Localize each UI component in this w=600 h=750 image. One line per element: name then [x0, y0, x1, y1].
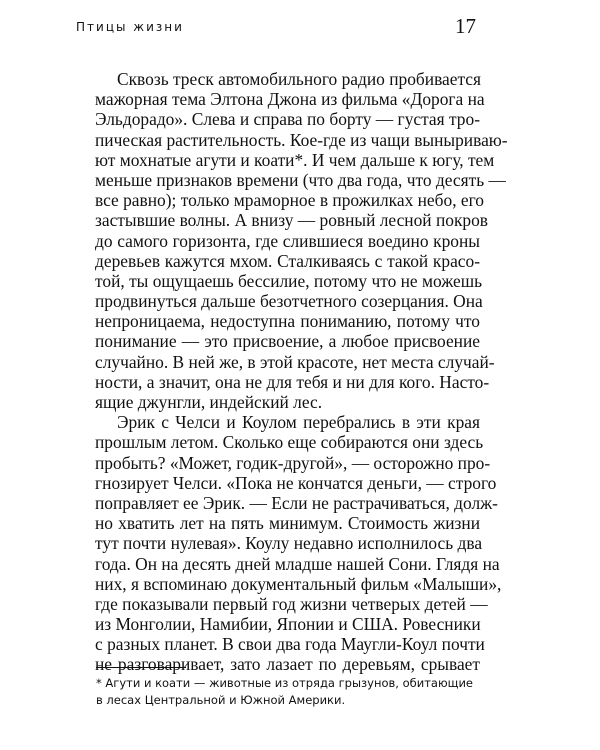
- text-line: пическая растительность. Кое-где из чащи выныриваю-: [95, 129, 508, 150]
- text-line: деревьев кажутся мхом. Сталкиваясь с такой красо-: [95, 250, 480, 271]
- text-line: до самого горизонта, где слившиеся воедино кроны: [95, 230, 480, 251]
- text-line: Эрик с Челси и Коулом перебрались в эти края: [117, 412, 480, 433]
- text-line: где показывали первый год жизни четверых детей —: [95, 593, 488, 614]
- text-line: понимание — это присвоение, а любое присвоение: [95, 331, 480, 352]
- text-line: гнозирует Челси. «Пока не кончатся деньги, — строго: [95, 472, 497, 493]
- text-line: поправляет ее Эрик. — Если не растрачиваться, долж-: [95, 492, 498, 513]
- main-text: [95, 69, 508, 675]
- footnote-divider: [96, 667, 186, 668]
- text-line: мажорная тема Элтона Джона из фильма «Дорога на: [95, 89, 485, 110]
- text-line: все равно); только мраморное в прожилках небо, его: [95, 190, 485, 211]
- text-line: не разговаривает, зато лазает по деревьям, срывает: [95, 654, 480, 675]
- text-line: продвинуться дальше безотчетного созерцания. Она: [95, 291, 483, 312]
- text-line: меньше признаков времени (что два года, что десять —: [95, 169, 506, 190]
- text-line: с разных планет. В свои два года Маугли-Коул почти: [95, 634, 485, 655]
- text-line: пробыть? «Может, годик-другой», — осторожно про-: [95, 452, 491, 473]
- text-line: тут почти нулевая». Коулу недавно исполнилось два: [95, 533, 483, 554]
- text-line: случайно. В ней же, в этой красоте, нет места случай-: [95, 351, 495, 372]
- text-line: ности, а значит, она не для тебя и ни для кого. Насто-: [95, 371, 490, 392]
- footnote-line: * Агути и коати — животные из отряда грызунов, обитающие: [96, 676, 474, 690]
- text-line: застывшие волны. А внизу — ровный лесной покров: [95, 210, 489, 231]
- text-line: той, ты ощущаешь бессилие, потому что не можешь: [95, 270, 483, 291]
- running-title: Птицы жизни: [76, 20, 184, 34]
- text-line: Эльдорадо». Слева и справа по борту — густая тро-: [95, 109, 480, 130]
- text-line: ют мохнатые агути и коати*. И чем дальше к югу, тем: [95, 149, 495, 170]
- text-line: непроницаема, недоступна пониманию, потому что: [95, 311, 480, 332]
- text-line: прошлым летом. Сколько еще собираются они здесь: [95, 432, 484, 453]
- text-line: года. Он на десять дней младше нашей Сони. Глядя на: [95, 553, 500, 574]
- footnote: [96, 675, 486, 709]
- text-line: но хватить лет на пять минимум. Стоимость жизни: [95, 513, 480, 534]
- text-line: Сквозь треск автомобильного радио пробивается: [117, 69, 482, 89]
- text-line: ящие джунгли, индейский лес.: [95, 392, 323, 412]
- text-line: них, я вспоминаю документальный фильм «Малыши»,: [95, 573, 502, 594]
- page-number: 17: [455, 14, 476, 38]
- text-line: из Монголии, Намибии, Японии и США. Ровесники: [95, 614, 481, 635]
- footnote-line: в лесах Центральной и Южной Америки.: [96, 693, 346, 707]
